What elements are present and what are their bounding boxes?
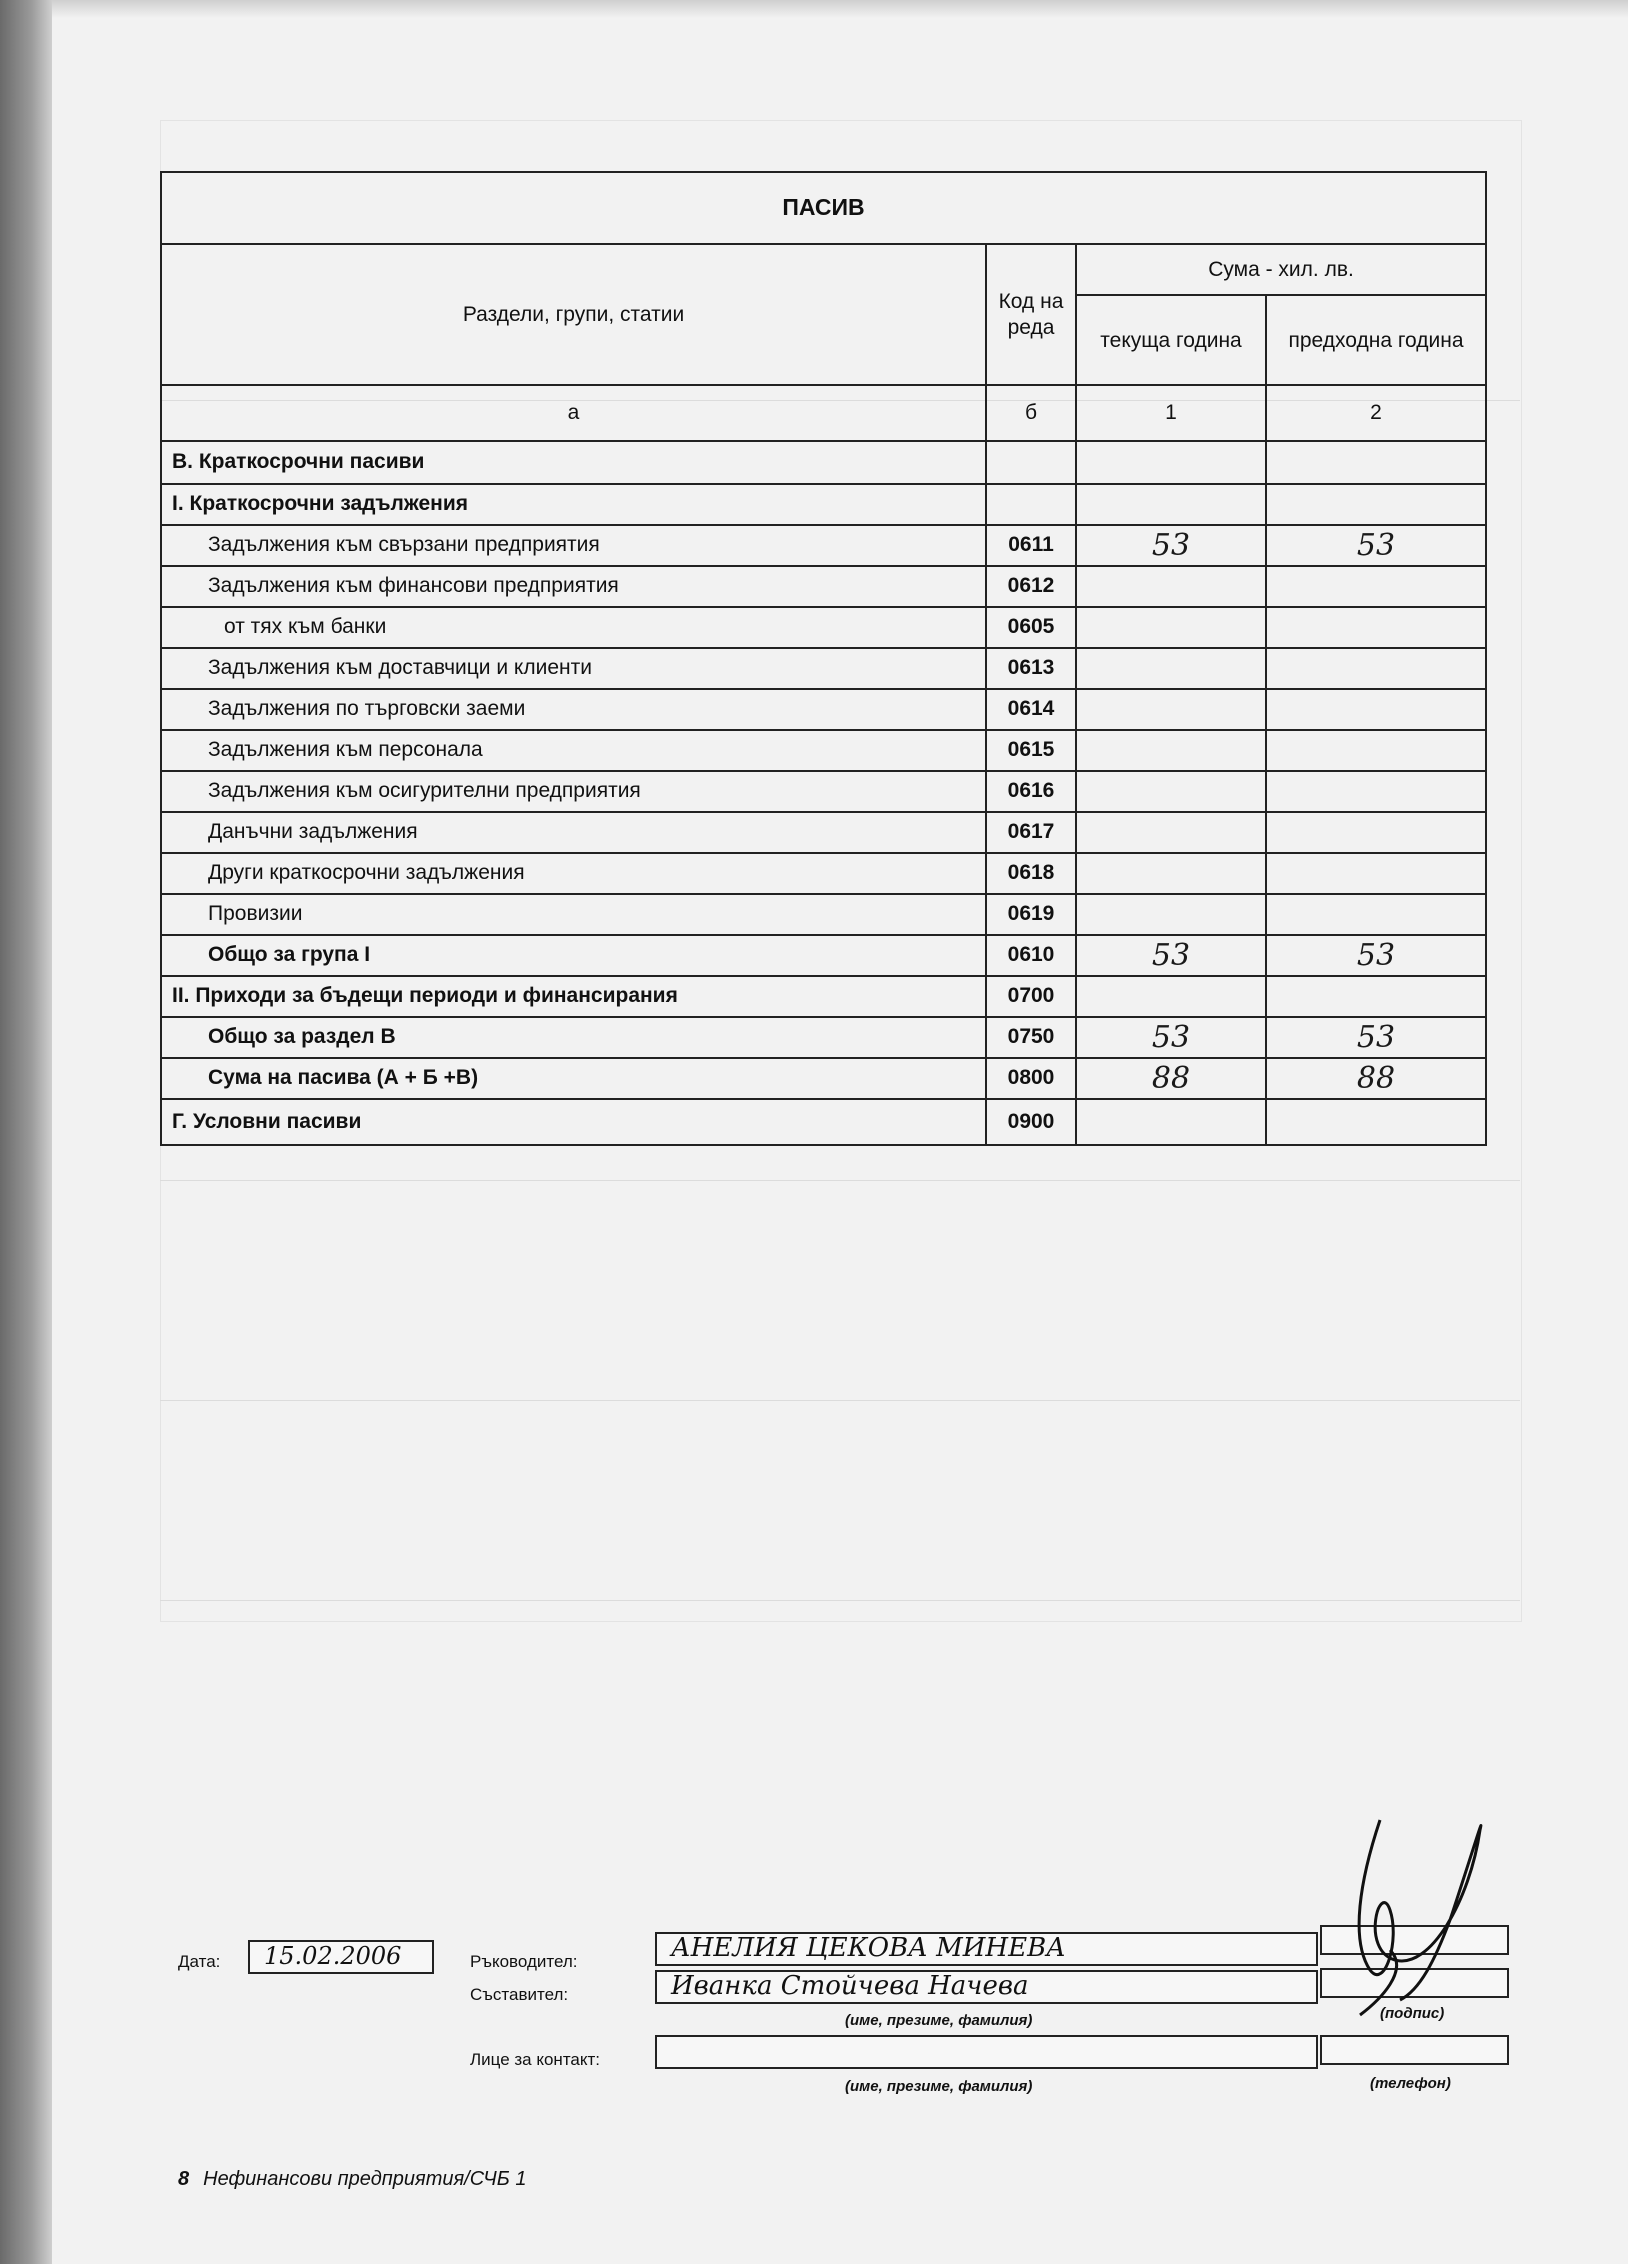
- row-current: [1076, 607, 1266, 648]
- row-code: 0618: [986, 853, 1076, 894]
- page-footer-text: Нефинансови предприятия/СЧБ 1: [203, 2168, 527, 2190]
- table-row: [161, 441, 1486, 484]
- row-current: [1076, 484, 1266, 525]
- bleed-line: [160, 1180, 1520, 1181]
- row-current: [1076, 730, 1266, 771]
- scan-edge: [0, 0, 52, 2264]
- row-label: Провизии: [161, 894, 986, 935]
- contact-label: Лице за контакт:: [470, 2050, 601, 2069]
- row-current: [1076, 1099, 1266, 1145]
- row-code: 0605: [986, 607, 1076, 648]
- row-code: 0615: [986, 730, 1076, 771]
- row-label: Сума на пасива (А + Б +В): [161, 1058, 986, 1099]
- row-previous: [1266, 771, 1486, 812]
- table-row: [161, 648, 1486, 689]
- code-header: Код на реда: [986, 244, 1076, 385]
- row-current: [1076, 976, 1266, 1017]
- row-code: 0612: [986, 566, 1076, 607]
- row-previous: [1266, 607, 1486, 648]
- row-previous: 53: [1266, 1017, 1486, 1058]
- row-previous: [1266, 441, 1486, 484]
- contact-field[interactable]: [655, 2035, 1318, 2069]
- row-label: Общо за раздел В: [161, 1017, 986, 1058]
- table-row: [161, 730, 1486, 771]
- row-current: [1076, 853, 1266, 894]
- row-current: [1076, 771, 1266, 812]
- name-caption: (име, презиме, фамилия): [845, 2012, 1033, 2029]
- contact-name-caption: (име, презиме, фамилия): [845, 2078, 1033, 2095]
- date-label: Дата:: [178, 1952, 221, 1971]
- table-row: [161, 1099, 1486, 1145]
- table-row: [161, 894, 1486, 935]
- row-previous: [1266, 730, 1486, 771]
- row-code: [986, 484, 1076, 525]
- row-label: II. Приходи за бъдещи периоди и финансирания: [161, 976, 986, 1017]
- table-row: [161, 689, 1486, 730]
- compiler-field[interactable]: Иванка Стойчева Начева: [655, 1970, 1318, 2004]
- row-current: 53: [1076, 1017, 1266, 1058]
- bleed-line: [160, 1400, 1520, 1401]
- row-code: 0800: [986, 1058, 1076, 1099]
- sum-header: Сума - хил. лв.: [1076, 244, 1486, 295]
- row-current: [1076, 566, 1266, 607]
- table-row: [161, 525, 1486, 566]
- row-code: 0614: [986, 689, 1076, 730]
- manager-field[interactable]: АНЕЛИЯ ЦЕКОВА МИНЕВА: [655, 1932, 1318, 1966]
- column-letter: б: [986, 385, 1076, 440]
- row-previous: [1266, 853, 1486, 894]
- column-letter: 1: [1076, 385, 1266, 440]
- signature-caption: (подпис): [1380, 2005, 1445, 2022]
- row-previous: [1266, 566, 1486, 607]
- phone-field[interactable]: [1320, 2035, 1509, 2065]
- table-row: [161, 853, 1486, 894]
- liabilities-table: [160, 171, 1487, 1146]
- row-label: от тях към банки: [161, 607, 986, 648]
- row-previous: 53: [1266, 525, 1486, 566]
- row-previous: 88: [1266, 1058, 1486, 1099]
- date-field[interactable]: 15.02.2006: [248, 1940, 434, 1974]
- bleed-line: [160, 1600, 1520, 1601]
- row-current: [1076, 689, 1266, 730]
- row-code: 0619: [986, 894, 1076, 935]
- row-label: Задължения към свързани предприятия: [161, 525, 986, 566]
- table-row: [161, 812, 1486, 853]
- row-label: Г. Условни пасиви: [161, 1099, 986, 1145]
- row-label: Задължения към финансови предприятия: [161, 566, 986, 607]
- table-row: [161, 771, 1486, 812]
- row-code: 0900: [986, 1099, 1076, 1145]
- row-label: В. Краткосрочни пасиви: [161, 441, 986, 484]
- row-code: 0610: [986, 935, 1076, 976]
- row-current: [1076, 441, 1266, 484]
- current-year-header: текуща година: [1076, 295, 1266, 385]
- row-label: Общо за група I: [161, 935, 986, 976]
- row-current: 53: [1076, 935, 1266, 976]
- signature-scribble: [1320, 1800, 1520, 2030]
- row-code: 0613: [986, 648, 1076, 689]
- row-code: 0617: [986, 812, 1076, 853]
- column-letter: а: [161, 385, 986, 440]
- table-row: [161, 566, 1486, 607]
- manager-label: Ръководител:: [470, 1952, 578, 1971]
- table-row: [161, 607, 1486, 648]
- row-current: [1076, 812, 1266, 853]
- row-label: Други краткосрочни задължения: [161, 853, 986, 894]
- table-row: [161, 484, 1486, 525]
- scan-shadow: [52, 0, 1628, 18]
- page-footer: [178, 2168, 526, 2191]
- page-number: 8: [178, 2168, 190, 2190]
- row-previous: [1266, 894, 1486, 935]
- row-code: 0616: [986, 771, 1076, 812]
- row-label: Задължения към персонала: [161, 730, 986, 771]
- row-previous: [1266, 812, 1486, 853]
- column-letter: 2: [1266, 385, 1486, 440]
- row-current: 53: [1076, 525, 1266, 566]
- row-code: 0750: [986, 1017, 1076, 1058]
- row-previous: [1266, 689, 1486, 730]
- sections-header: Раздели, групи, статии: [161, 244, 986, 385]
- row-current: 88: [1076, 1058, 1266, 1099]
- row-previous: [1266, 1099, 1486, 1145]
- row-previous: [1266, 648, 1486, 689]
- phone-caption: (телефон): [1370, 2075, 1451, 2092]
- row-label: Задължения към осигурителни предприятия: [161, 771, 986, 812]
- previous-year-header: предходна година: [1266, 295, 1486, 385]
- table-row: [161, 935, 1486, 976]
- compiler-label: Съставител:: [470, 1985, 569, 2004]
- row-previous: [1266, 976, 1486, 1017]
- row-label: Задължения по търговски заеми: [161, 689, 986, 730]
- row-previous: 53: [1266, 935, 1486, 976]
- row-current: [1076, 894, 1266, 935]
- row-current: [1076, 648, 1266, 689]
- row-label: I. Краткосрочни задължения: [161, 484, 986, 525]
- row-code: 0700: [986, 976, 1076, 1017]
- table-row: [161, 1058, 1486, 1099]
- row-previous: [1266, 484, 1486, 525]
- row-code: 0611: [986, 525, 1076, 566]
- table-title: ПАСИВ: [161, 172, 1486, 244]
- row-label: Данъчни задължения: [161, 812, 986, 853]
- row-code: [986, 441, 1076, 484]
- row-label: Задължения към доставчици и клиенти: [161, 648, 986, 689]
- table-row: [161, 1017, 1486, 1058]
- table-row: [161, 976, 1486, 1017]
